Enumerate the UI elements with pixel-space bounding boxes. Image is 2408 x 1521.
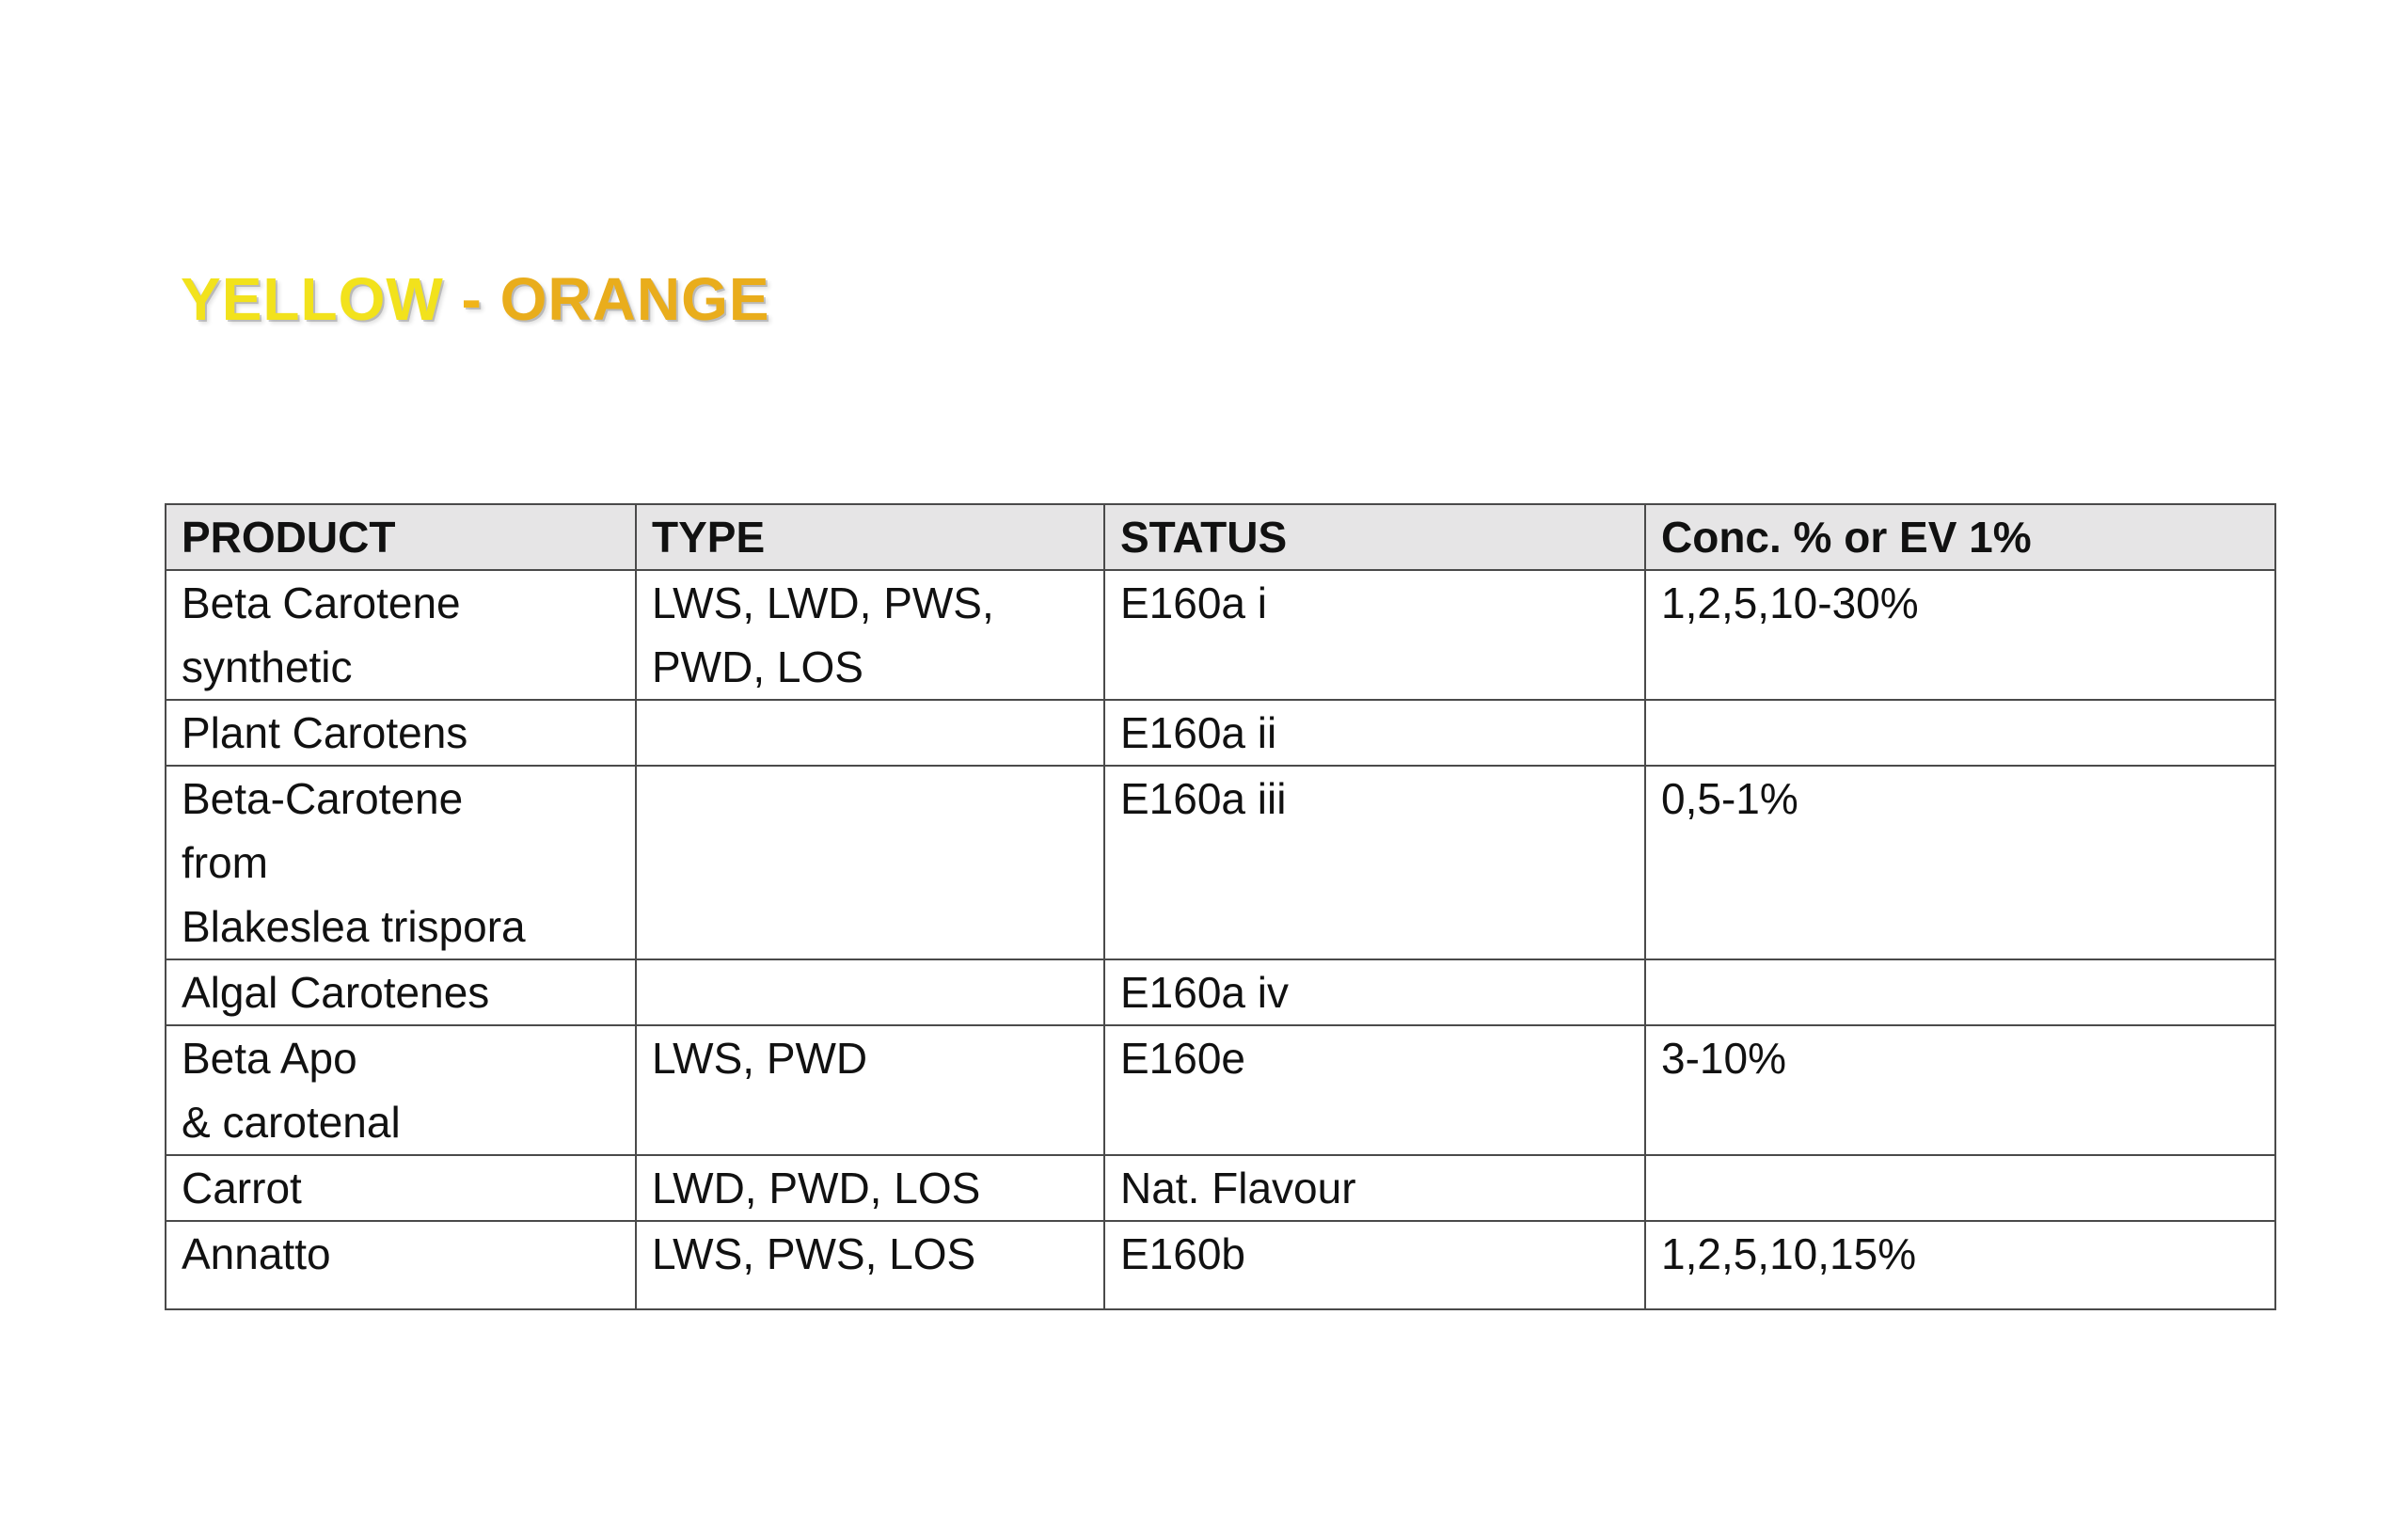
cell-product: Annatto	[166, 1221, 636, 1309]
cell-type: LWD, PWD, LOS	[636, 1155, 1104, 1221]
header-type: TYPE	[636, 504, 1104, 570]
cell-concentration	[1645, 1155, 2275, 1221]
table-body	[166, 570, 2275, 1309]
cell-product: Carrot	[166, 1155, 636, 1221]
cell-type	[636, 766, 1104, 959]
title-orange-word: ORANGE	[499, 265, 770, 333]
cell-type: LWS, PWD	[636, 1025, 1104, 1155]
cell-product: Beta Carotene synthetic	[166, 570, 636, 700]
table-row	[166, 766, 2275, 959]
cell-concentration	[1645, 959, 2275, 1025]
header-product: PRODUCT	[166, 504, 636, 570]
cell-concentration: 1,2,5,10,15%	[1645, 1221, 2275, 1309]
table-row	[166, 1221, 2275, 1309]
cell-product: Algal Carotenes	[166, 959, 636, 1025]
table-row	[166, 570, 2275, 700]
table-row	[166, 1155, 2275, 1221]
cell-type	[636, 959, 1104, 1025]
cell-status: Nat. Flavour	[1104, 1155, 1645, 1221]
cell-status: E160a i	[1104, 570, 1645, 700]
table-row	[166, 959, 2275, 1025]
header-status: STATUS	[1104, 504, 1645, 570]
colorants-table	[165, 503, 2276, 1310]
table-row	[166, 1025, 2275, 1155]
cell-status: E160a iv	[1104, 959, 1645, 1025]
cell-concentration: 1,2,5,10-30%	[1645, 570, 2275, 700]
page-title	[181, 261, 770, 337]
table-header-row	[166, 504, 2275, 570]
cell-concentration: 3-10%	[1645, 1025, 2275, 1155]
cell-status: E160e	[1104, 1025, 1645, 1155]
cell-product: Beta Apo & carotenal	[166, 1025, 636, 1155]
cell-type: LWS, PWS, LOS	[636, 1221, 1104, 1309]
cell-status: E160b	[1104, 1221, 1645, 1309]
header-concentration: Conc. % or EV 1%	[1645, 504, 2275, 570]
cell-type: LWS, LWD, PWS, PWD, LOS	[636, 570, 1104, 700]
table-header	[166, 504, 2275, 570]
cell-status: E160a ii	[1104, 700, 1645, 766]
cell-product: Plant Carotens	[166, 700, 636, 766]
table-row	[166, 700, 2275, 766]
cell-concentration: 0,5-1%	[1645, 766, 2275, 959]
cell-product: Beta-Carotene from Blakeslea trispora	[166, 766, 636, 959]
title-separator: -	[443, 265, 500, 333]
cell-type	[636, 700, 1104, 766]
title-yellow-word: YELLOW	[181, 265, 444, 333]
cell-status: E160a iii	[1104, 766, 1645, 959]
cell-concentration	[1645, 700, 2275, 766]
